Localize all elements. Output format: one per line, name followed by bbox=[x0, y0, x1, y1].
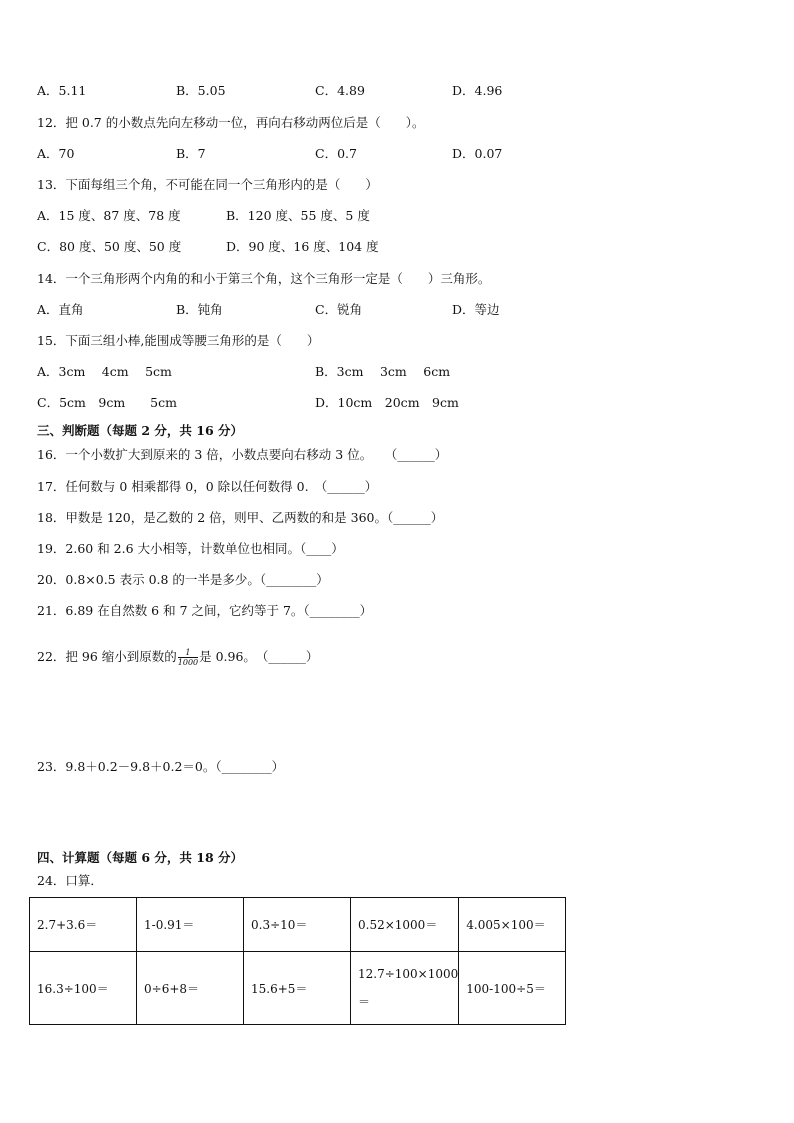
q15-option-b: B．3cm 3cm 6cm bbox=[315, 364, 451, 379]
table-row bbox=[30, 952, 566, 1025]
q13-option-c: C．80 度、50 度、50 度 bbox=[37, 239, 182, 254]
q15-option-d: D．10cm 20cm 9cm bbox=[315, 395, 459, 410]
q17: 17．任何数与 0 相乘都得 0，0 除以任何数得 0. （______） bbox=[37, 479, 378, 494]
q15-option-c: C．5cm 9cm 5cm bbox=[37, 395, 177, 410]
q12-option-a: A．70 bbox=[37, 146, 75, 161]
q11-option-d: D．4.96 bbox=[452, 83, 503, 98]
q19: 19．2.60 和 2.6 大小相等，计数单位也相同。（____） bbox=[37, 541, 344, 556]
table-cell: 0÷6+8＝ bbox=[137, 952, 244, 1025]
q23: 23．9.8＋0.2－9.8＋0.2＝0。（________） bbox=[37, 759, 285, 774]
table-cell: 16.3÷100＝ bbox=[30, 952, 137, 1025]
table-cell: 4.005×100＝ bbox=[459, 898, 566, 952]
q22-fraction bbox=[178, 648, 198, 667]
q14-option-c: C．锐角 bbox=[315, 302, 363, 317]
table-cell: 0.52×1000＝ bbox=[351, 898, 459, 952]
q21: 21．6.89 在自然数 6 和 7 之间，它约等于 7。（________） bbox=[37, 603, 373, 618]
q22-fraction-denominator: 1000 bbox=[177, 658, 199, 667]
q14-option-b: B．钝角 bbox=[176, 302, 223, 317]
q14-stem: 14．一个三角形两个内角的和小于第三个角，这个三角形一定是（ ）三角形。 bbox=[37, 271, 491, 286]
section-3-title: 三、判断题（每题 2 分，共 16 分） bbox=[37, 423, 244, 438]
section-4-title: 四、计算题（每题 6 分，共 18 分） bbox=[37, 850, 244, 865]
q11-option-c: C．4.89 bbox=[315, 83, 365, 98]
q13-option-a: A．15 度、87 度、78 度 bbox=[37, 208, 181, 223]
table-cell: 100-100÷5＝ bbox=[459, 952, 566, 1025]
table-cell: 0.3÷10＝ bbox=[244, 898, 351, 952]
table-cell: 15.6+5＝ bbox=[244, 952, 351, 1025]
q11-option-a: A．5.11 bbox=[37, 83, 87, 98]
q12-option-d: D．0.07 bbox=[452, 146, 503, 161]
q11-option-b: B．5.05 bbox=[176, 83, 226, 98]
q15-option-a: A．3cm 4cm 5cm bbox=[37, 364, 172, 379]
q14-option-a: A．直角 bbox=[37, 302, 84, 317]
q13-stem: 13．下面每组三个角，不可能在同一个三角形内的是（ ） bbox=[37, 177, 378, 192]
q15-stem: 15．下面三组小棒,能围成等腰三角形的是（ ） bbox=[37, 333, 320, 348]
q22 bbox=[37, 648, 318, 667]
table-cell bbox=[351, 952, 459, 1025]
q16: 16．一个小数扩大到原来的 3 倍，小数点要向右移动 3 位。 （______） bbox=[37, 447, 448, 462]
q22-fraction-numerator: 1 bbox=[178, 648, 198, 658]
q13-option-d: D．90 度、16 度、104 度 bbox=[226, 239, 379, 254]
q18: 18．甲数是 120，是乙数的 2 倍，则甲、乙两数的和是 360。（______） bbox=[37, 510, 444, 525]
table-cell: 1-0.91＝ bbox=[137, 898, 244, 952]
q22-text-before: 22．把 96 缩小到原数的 bbox=[37, 649, 177, 664]
table-cell: 2.7+3.6＝ bbox=[30, 898, 137, 952]
q20: 20．0.8×0.5 表示 0.8 的一半是多少。（________） bbox=[37, 572, 329, 587]
q24-stem: 24．口算． bbox=[37, 873, 103, 888]
table-row bbox=[30, 898, 566, 952]
wrapped-expression: 12.7÷100×1000＝ bbox=[358, 967, 459, 1009]
q13-option-b: B．120 度、55 度、5 度 bbox=[226, 208, 370, 223]
q12-stem: 12．把 0.7 的小数点先向左移动一位，再向右移动两位后是（ ）。 bbox=[37, 115, 425, 130]
q12-option-c: C．0.7 bbox=[315, 146, 357, 161]
q14-option-d: D．等边 bbox=[452, 302, 500, 317]
q12-option-b: B．7 bbox=[176, 146, 206, 161]
q22-text-after: 是 0.96。 （______） bbox=[199, 649, 319, 664]
mental-math-table bbox=[29, 897, 566, 1025]
